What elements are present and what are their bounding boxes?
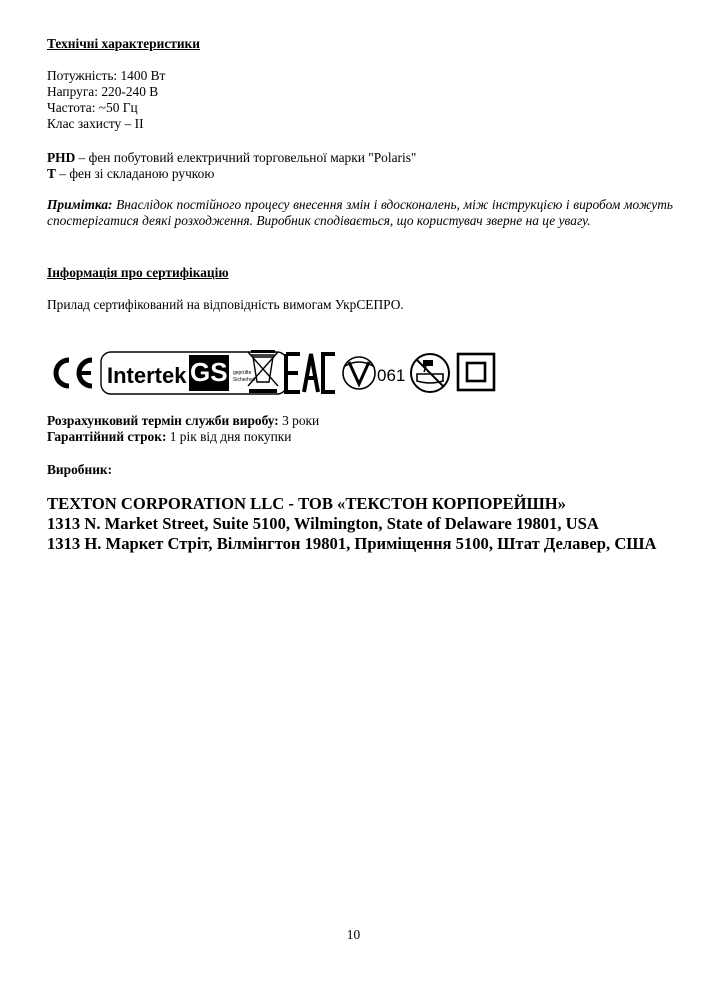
model-code-phd: PHD xyxy=(47,150,76,165)
warranty-value: 1 рік від дня покупки xyxy=(166,429,292,444)
service-life-value: 3 роки xyxy=(278,413,320,428)
manufacturer-heading-block xyxy=(47,462,673,478)
specs-list xyxy=(47,68,673,132)
manufacturer-address-ua: 1313 Н. Маркет Стріт, Вілмінгтон 19801, Приміщення 5100, Штат Делавер, США xyxy=(47,534,657,553)
intertek-text: Intertek xyxy=(107,363,187,388)
certification-block xyxy=(47,297,673,313)
model-desc-t: – фен зі складаною ручкою xyxy=(55,166,215,181)
spec-frequency: Частота: ~50 Гц xyxy=(47,100,138,115)
gs-sub1: geprüfte xyxy=(233,370,252,376)
manufacturer-address-en: 1313 N. Market Street, Suite 5100, Wilmington, State of Delaware 19801, USA xyxy=(47,514,599,533)
warranty-label: Гарантійний строк: xyxy=(47,429,167,444)
page-number: 10 xyxy=(346,927,361,942)
service-info xyxy=(47,413,673,445)
service-life-line xyxy=(47,413,673,429)
ukrsepro-icon xyxy=(343,357,405,389)
ce-mark-icon xyxy=(56,360,92,386)
spec-voltage: Напруга: 220-240 В xyxy=(47,84,159,99)
certification-heading: Інформація про сертифікацію xyxy=(47,265,229,280)
model-line-t xyxy=(47,166,673,182)
gs-sub2: Sicherheit xyxy=(233,377,256,383)
note-label: Примітка: xyxy=(47,197,113,212)
model-codes xyxy=(47,150,673,182)
ukr-code-text: 061 xyxy=(377,366,406,385)
spec-protection-class: Клас захисту – II xyxy=(47,116,144,131)
certification-section xyxy=(47,265,673,281)
model-line-phd xyxy=(47,150,673,166)
note-text: Внаслідок постійного процесу внесення змін і вдосконалень, між інструкцією і виробом можуть спостерігатися деякі розходження. Виробник сподівається, що користувач зверне на це увагу. xyxy=(47,197,673,228)
certification-text: Прилад сертифікований на відповідність вимогам УкрСЕПРО. xyxy=(47,297,404,312)
service-life-label: Розрахунковий термін служби виробу: xyxy=(47,413,279,428)
manufacturer-name: TEXTON CORPORATION LLC - ТОВ «ТЕКСТОН КОРПОРЕЙШН» xyxy=(47,494,566,513)
note-paragraph xyxy=(47,197,673,229)
double-insulation-icon xyxy=(458,354,494,390)
manufacturer-heading: Виробник: xyxy=(47,462,113,477)
eac-icon xyxy=(286,354,335,392)
hair-dryer-bath-warning-icon xyxy=(411,354,449,392)
model-desc-phd: – фен побутовий електричний торговельної марки "Polaris" xyxy=(75,150,417,165)
manufacturer-info xyxy=(47,494,687,554)
warranty-line xyxy=(47,429,673,445)
model-code-t: T xyxy=(47,166,56,181)
spec-power: Потужність: 1400 Вт xyxy=(47,68,166,83)
specs-section xyxy=(47,36,673,52)
certification-marks xyxy=(45,348,505,398)
specs-heading: Технічні характеристики xyxy=(47,36,200,51)
weee-bin-icon xyxy=(248,350,278,393)
gs-text: GS xyxy=(190,357,228,387)
